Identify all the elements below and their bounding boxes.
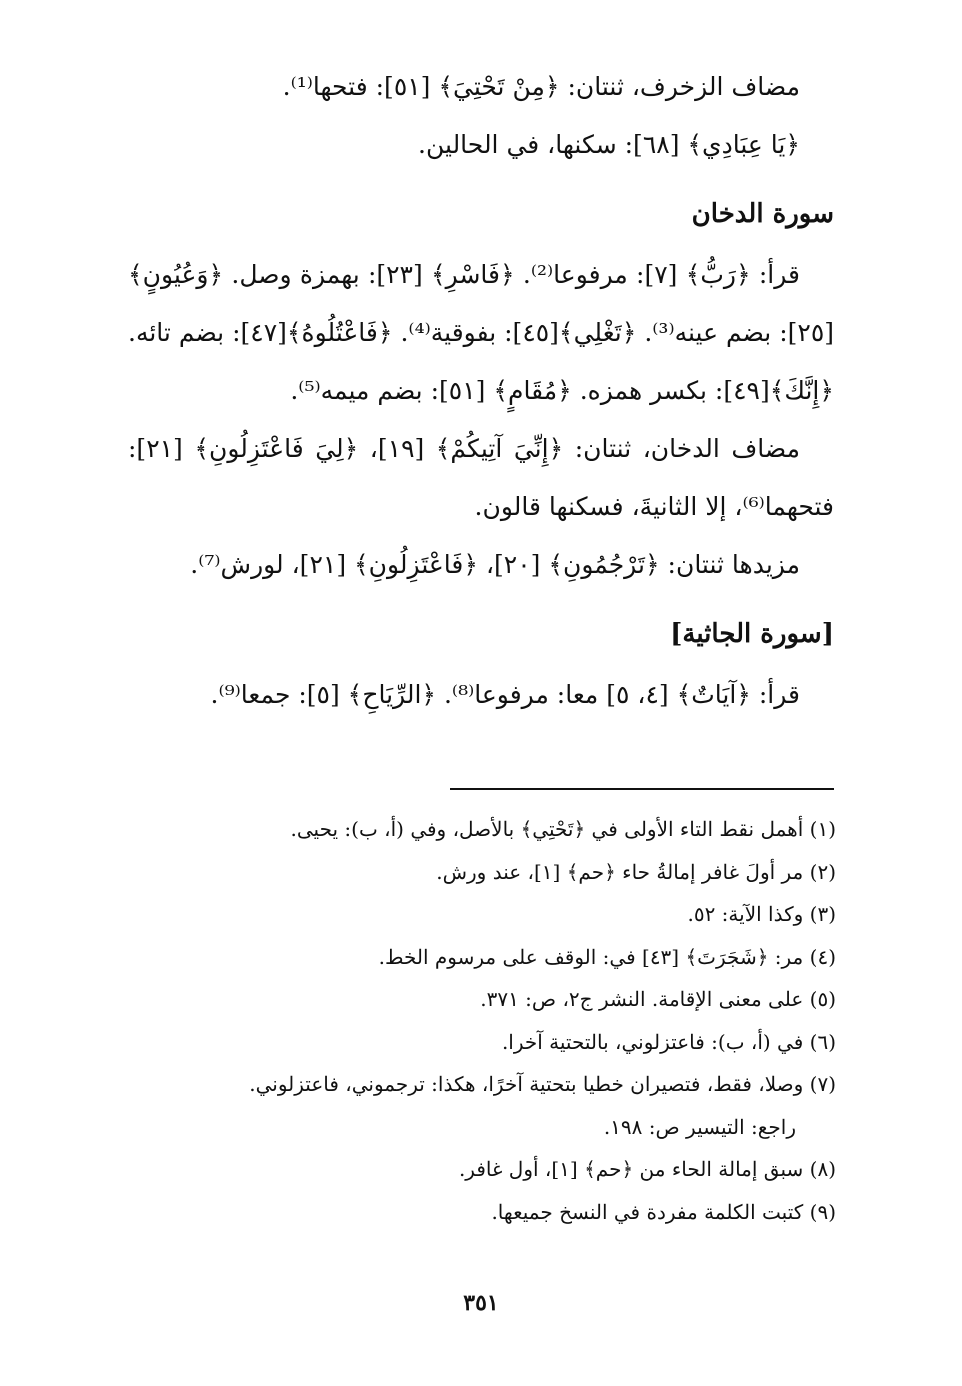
footnote: (٩) كتبت الكلمة مفردة في النسخ جميعها. (491, 1199, 836, 1224)
text-line: مضاف الزخرف، ثنتان: ﴿مِنْ تَحْتِيَ﴾ [٥١]: فتحها⁽¹⁾. (282, 72, 800, 101)
footnotes (126, 808, 836, 1233)
footnote: (٨) سبق إمالة الحاء من ﴿حم﴾ [١]، أول غافر. (458, 1157, 836, 1181)
footnote-separator (450, 788, 834, 790)
paragraph: مزيدها ثنتان: ﴿تَرْجُمُونِ﴾ [٢٠]، ﴿فَاعْتَزِلُونِ﴾ [٢١]، لورش⁽⁷⁾. (190, 550, 800, 579)
text-line: ﴿يَا عِبَادِي﴾ [٦٨]: سكنها، في الحالين. (418, 130, 800, 159)
section-title-dukhan: سورة الدخان (691, 199, 834, 229)
footnote: (٣) وكذا الآية: ٥٢. (687, 902, 836, 926)
footnote-continuation: راجع: التيسير ص: ١٩٨. (603, 1114, 796, 1139)
spacer (128, 594, 834, 602)
page-number: ٣٥١ (463, 1290, 499, 1316)
footnote: (٢) مر أولَ غافر إمالةُ حاء ﴿حم﴾ [١]، عند ورش. (436, 859, 836, 884)
paragraph: قرأ: ﴿آيَاتٌ﴾ [٤، ٥] معا: مرفوعا⁽⁸⁾. ﴿الرِّيَاحِ﴾ [٥]: جمعا⁽⁹⁾. (210, 680, 800, 709)
footnote: (٧) وصلا، فقط، فتصيران خطيا بتحتية آخرًا، هكذا: ترجموني، فاعتزلوني. (249, 1072, 836, 1096)
footnote: (٦) في (أ، ب): فاعتزلوني، بالتحتية آخرا. (501, 1029, 836, 1054)
spacer (128, 174, 834, 182)
paragraph: قرأ: ﴿رَبُّ﴾ [٧]: مرفوعا⁽²⁾. ﴿فَاسْرِ﴾ [٢٣]: بهمزة وصل. ﴿وَعُيُونٍ﴾[٢٥]: بضم عينه⁽³⁾. ﴿تَغْلِي﴾[٤٥]: بفوقية⁽⁴⁾. ﴿فَاعْتُلُوهُ﴾[٤٧]: بضم تائه. ﴿إِنَّكَ﴾[٤٩]: بكسر همزه. ﴿مُقَامٍ﴾ [٥١]: بضم ميمه⁽⁵⁾. (128, 260, 835, 405)
section-title-jathiya: [سورة الجاثية] (670, 619, 834, 649)
main-text (128, 58, 834, 724)
paragraph: مضاف الدخان، ثنتان: ﴿إِنِّيَ آتِيكُمْ﴾ [١٩]، ﴿لِيَ فَاعْتَزِلُونِ﴾ [٢١]: فتحهما⁽⁶⁾، إلا الثانيةَ، فسكنها قالون. (128, 434, 834, 521)
footnote: (١) أهمل نقط التاء الأولى في ﴿تَحْتِي﴾ بالأصل، وفي (أ، ب): يحيى. (290, 817, 836, 841)
footnote: (٥) على معنى الإقامة. النشر ج٢، ص: ٣٧١. (480, 987, 836, 1011)
footnote: (٤) مر: ﴿شَجَرَتَ﴾ [٤٣] في: الوقف على مرسوم الخط. (378, 944, 836, 969)
